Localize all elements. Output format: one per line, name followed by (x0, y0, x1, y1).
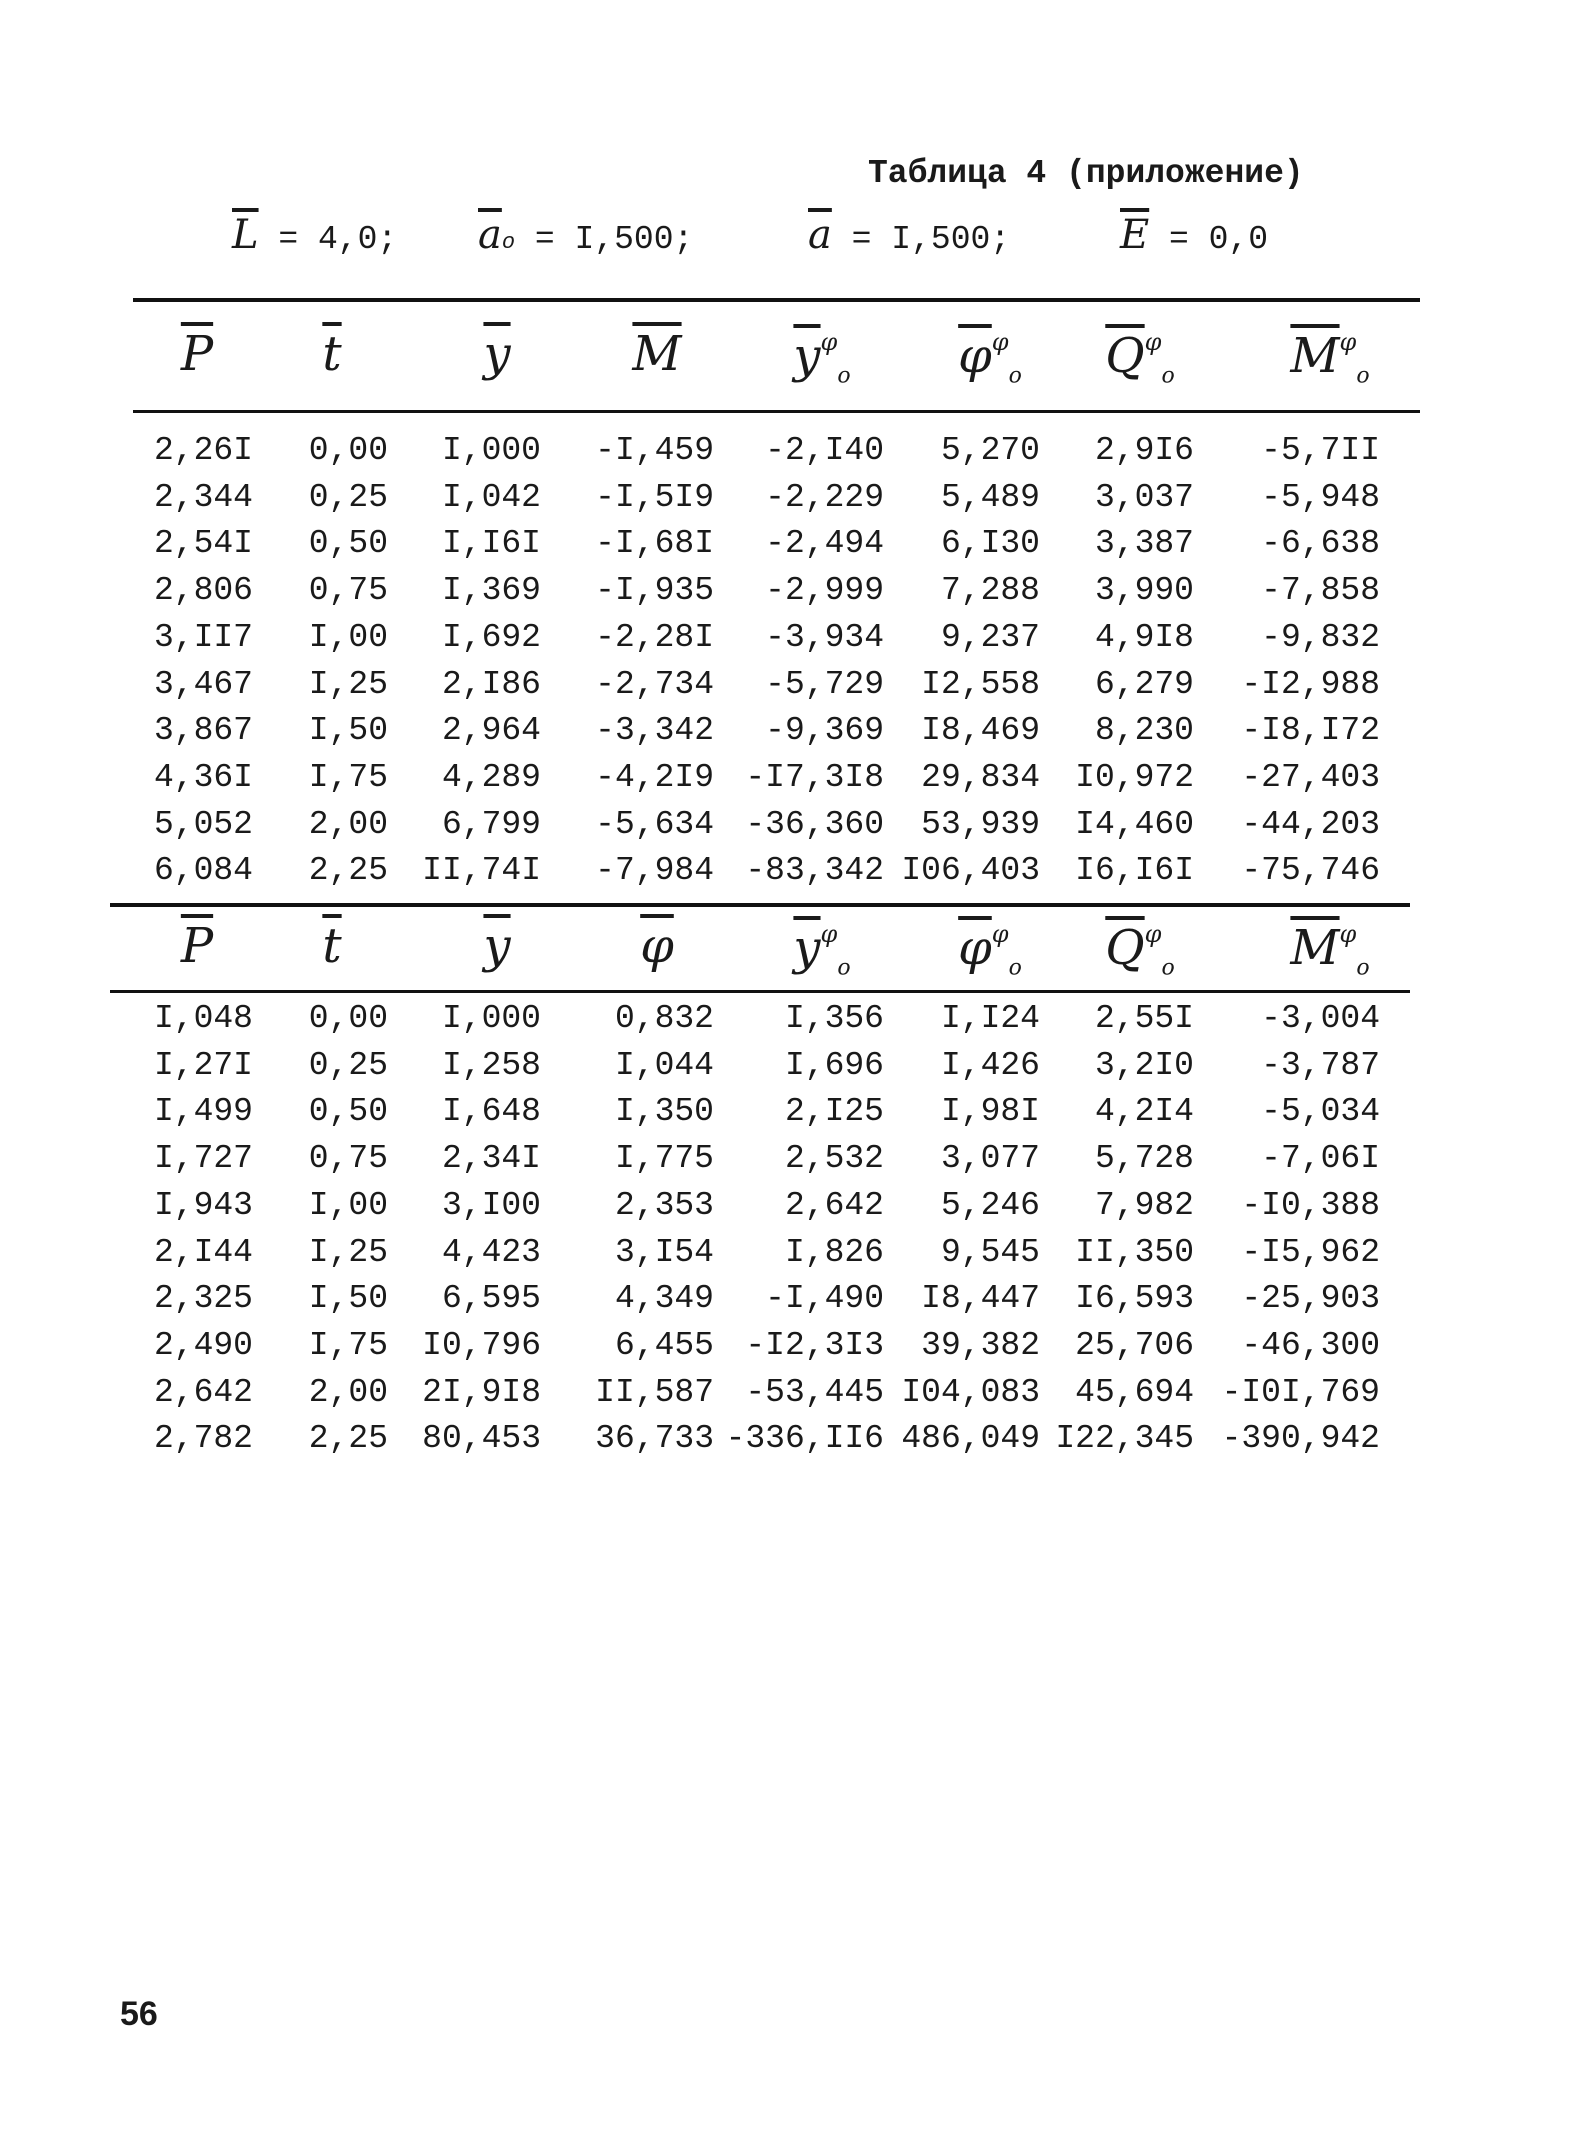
table1-cell-col5: -2,229 (765, 478, 884, 516)
table2-row (0, 1136, 1579, 1182)
table1-row (0, 475, 1579, 521)
table1-cell-t: 0,50 (308, 525, 388, 563)
table1-cell-col6: 6,I30 (940, 525, 1040, 563)
table1-header-y (422, 326, 572, 382)
table1-row (0, 662, 1579, 708)
table1-top-rule (133, 298, 1420, 302)
table2-header-subscript: o (837, 955, 851, 981)
table1-header-col4 (582, 326, 732, 382)
table2-header-superscript: φ (1339, 920, 1357, 948)
table1-cell-y: II,74I (422, 852, 541, 890)
param-e-symbol: $\overline{E}$ (1120, 212, 1150, 258)
table2-cell-t: 0,00 (308, 1000, 388, 1037)
table1-header-symbol: $\overline{M}$ (1290, 328, 1340, 384)
table2-cell-col4: I,044 (614, 1046, 714, 1084)
table1-cell-t: I,25 (308, 665, 388, 703)
table2-cell-col4: 2,353 (614, 1186, 714, 1224)
table2-cell-p: 2,642 (153, 1373, 253, 1411)
table2-cell-y: 2,34I (441, 1140, 541, 1178)
table2-cell-col8: -I5,962 (1241, 1233, 1380, 1271)
table1-header-subscript: o (1008, 363, 1022, 389)
table1-cell-col6: 5,489 (940, 478, 1040, 516)
table2-cell-col7: 45,694 (1075, 1373, 1194, 1411)
table2-cell-p: 2,782 (153, 1420, 253, 1458)
table1-cell-p: 5,052 (153, 805, 253, 843)
table1-cell-col7: 3,387 (1094, 525, 1194, 563)
table2-cell-col8: -I0I,769 (1221, 1373, 1380, 1411)
table1-cell-p: 3,II7 (153, 618, 253, 656)
table1-cell-col5: -2,494 (765, 525, 884, 563)
table2-cell-col5: -53,445 (745, 1373, 884, 1411)
table1-row (0, 802, 1579, 848)
table1-cell-p: 3,467 (153, 665, 253, 703)
table1-cell-col6: 5,270 (940, 432, 1040, 469)
table1-cell-col4: -7,984 (595, 852, 714, 890)
table2-cell-col6: 5,246 (940, 1186, 1040, 1224)
table2-cell-col7: 25,706 (1075, 1326, 1194, 1364)
table1-cell-col7: I4,460 (1075, 805, 1194, 843)
table2-cell-col5: 2,I25 (784, 1093, 884, 1131)
table1-cell-col7: 8,230 (1094, 712, 1194, 750)
table1-cell-col5: -83,342 (745, 852, 884, 890)
table2-cell-col8: -25,903 (1241, 1280, 1380, 1318)
table2-cell-col6: I04,083 (901, 1373, 1040, 1411)
table2-cell-col6: I8,447 (921, 1280, 1040, 1318)
table1-cell-col6: I06,403 (901, 852, 1040, 890)
table2-row (0, 1043, 1579, 1089)
page-number: 56 (120, 1995, 158, 2033)
table2-cell-col8: -390,942 (1221, 1420, 1380, 1458)
table2-row (0, 1370, 1579, 1416)
table2-cell-t: 2,25 (308, 1420, 388, 1458)
table2-header-t (257, 918, 407, 974)
table1-cell-col4: -2,734 (595, 665, 714, 703)
table2-cell-t: I,25 (308, 1233, 388, 1271)
table2-cell-col7: 2,55I (1094, 1000, 1194, 1037)
table1-cell-t: 0,75 (308, 572, 388, 610)
table2-header-col7 (1065, 922, 1215, 980)
param-a0-subscript: o (501, 230, 516, 255)
table2-header-symbol: $\overline{M}$ (1290, 920, 1340, 976)
table1-cell-col8: -75,746 (1241, 852, 1380, 890)
table2-cell-col4: 36,733 (595, 1420, 714, 1458)
table1-cell-y: I,692 (441, 618, 541, 656)
table2-cell-col4: I,775 (614, 1140, 714, 1178)
table2-cell-col8: -5,034 (1261, 1093, 1380, 1131)
table2-cell-col5: -336,II6 (725, 1420, 884, 1458)
table2-cell-y: 4,423 (441, 1233, 541, 1271)
table2-row (0, 1183, 1579, 1229)
table2-header-subscript: o (1356, 955, 1370, 981)
table2-header-y (422, 918, 572, 974)
table1-header-symbol: $\overline{y}$ (483, 326, 511, 382)
table1-row (0, 615, 1579, 661)
table2-cell-t: I,00 (308, 1186, 388, 1224)
table2-cell-p: 2,325 (153, 1280, 253, 1318)
table1-cell-col8: -5,7II (1261, 432, 1380, 469)
table2-row (0, 1323, 1579, 1369)
table2-cell-col7: I22,345 (1055, 1420, 1194, 1458)
table2-cell-t: I,75 (308, 1326, 388, 1364)
param-a0-symbol: $\overline{a}$ (478, 212, 502, 258)
table1-header-p (122, 326, 272, 382)
table2-cell-p: 2,490 (153, 1326, 253, 1364)
table2-cell-col8: -3,004 (1261, 1000, 1380, 1037)
table2-cell-col5: 2,642 (784, 1186, 884, 1224)
table1-cell-col6: 29,834 (921, 758, 1040, 796)
table1-header-superscript: φ (820, 328, 838, 356)
table2-header-symbol: $\overline{\varphi}$ (640, 918, 674, 974)
table1-cell-t: 0,25 (308, 478, 388, 516)
table2-cell-t: 0,75 (308, 1140, 388, 1178)
table1-cell-t: 0,00 (308, 432, 388, 469)
table1-cell-col8: -I8,I72 (1241, 712, 1380, 750)
table2-cell-col4: 4,349 (614, 1280, 714, 1318)
table2-cell-y: I0,796 (422, 1326, 541, 1364)
table1-header-col8 (1255, 330, 1405, 388)
table1-header-superscript: φ (991, 328, 1009, 356)
param-l-value: = 4,0; (278, 221, 398, 258)
table2-cell-y: 2I,9I8 (422, 1373, 541, 1411)
table1-cell-col7: 6,279 (1094, 665, 1194, 703)
table1-cell-col7: 2,9I6 (1094, 432, 1194, 469)
table1-row (0, 708, 1579, 754)
table1-cell-col8: -I2,988 (1241, 665, 1380, 703)
table2-cell-p: I,727 (153, 1140, 253, 1178)
table1-cell-col4: -4,2I9 (595, 758, 714, 796)
table1-cell-y: I,042 (441, 478, 541, 516)
table1-cell-t: I,00 (308, 618, 388, 656)
param-a0-value: = I,500; (534, 221, 694, 258)
table2-header-symbol: $\overline{Q}$ (1105, 920, 1145, 976)
table2-header-subscript: o (1008, 955, 1022, 981)
table2-cell-t: 0,25 (308, 1046, 388, 1084)
parameter-line (0, 212, 1579, 272)
table2-cell-col7: 3,2I0 (1094, 1046, 1194, 1084)
table2-cell-col6: 486,049 (901, 1420, 1040, 1458)
table2-cell-t: I,50 (308, 1280, 388, 1318)
table1-cell-col7: 3,990 (1094, 572, 1194, 610)
table2-cell-col6: I,98I (940, 1093, 1040, 1131)
table2-cell-col7: I6,593 (1075, 1280, 1194, 1318)
table-caption: Таблица 4 (приложение) (868, 155, 1304, 192)
table2-cell-t: 0,50 (308, 1093, 388, 1131)
table1-header-subscript: o (837, 363, 851, 389)
table2-cell-p: 2,I44 (153, 1233, 253, 1271)
table2-cell-col4: II,587 (595, 1373, 714, 1411)
table2-cell-col8: -46,300 (1241, 1326, 1380, 1364)
table2-cell-y: I,258 (441, 1046, 541, 1084)
table2-header-symbol: $\overline{t}$ (322, 918, 342, 974)
table1-cell-col8: -27,403 (1241, 758, 1380, 796)
table2-row (0, 1230, 1579, 1276)
table1-cell-col6: I8,469 (921, 712, 1040, 750)
table2-cell-y: I,648 (441, 1093, 541, 1131)
table1-cell-p: 2,26I (153, 432, 253, 469)
table2-cell-col4: 3,I54 (614, 1233, 714, 1271)
table1-header-symbol: $\overline{M}$ (632, 326, 682, 382)
table1-header-symbol: $\overline{P}$ (180, 326, 214, 382)
table1-cell-col5: -5,729 (765, 665, 884, 703)
table1-cell-p: 2,54I (153, 525, 253, 563)
table1-cell-y: 6,799 (441, 805, 541, 843)
table2-cell-col5: -I,490 (765, 1280, 884, 1318)
table2-row (0, 1276, 1579, 1322)
param-a-symbol: $\overline{a}$ (808, 212, 832, 258)
table2-cell-col5: I,356 (784, 1000, 884, 1037)
table1-cell-col7: 4,9I8 (1094, 618, 1194, 656)
table2-row (0, 996, 1579, 1042)
table2-cell-p: I,943 (153, 1186, 253, 1224)
table2-cell-col6: 9,545 (940, 1233, 1040, 1271)
table1-row (0, 755, 1579, 801)
table1-row (0, 848, 1579, 894)
table1-cell-col7: I0,972 (1075, 758, 1194, 796)
table2-cell-col8: -I0,388 (1241, 1186, 1380, 1224)
table2-header-superscript: φ (820, 920, 838, 948)
table1-cell-col6: 7,288 (940, 572, 1040, 610)
table1-header-col7 (1065, 330, 1215, 388)
table1-cell-col6: 53,939 (921, 805, 1040, 843)
table1-cell-col7: I6,I6I (1075, 852, 1194, 890)
table1-cell-col8: -9,832 (1261, 618, 1380, 656)
table1-header-superscript: φ (1144, 328, 1162, 356)
table2-cell-col4: I,350 (614, 1093, 714, 1131)
table2-cell-col6: 3,077 (940, 1140, 1040, 1178)
table1-header-subscript: o (1356, 363, 1370, 389)
table2-cell-y: 6,595 (441, 1280, 541, 1318)
param-e-value: = 0,0 (1169, 221, 1269, 258)
param-e (1120, 212, 1268, 258)
table2-cell-col6: 39,382 (921, 1326, 1040, 1364)
table2-header-rule (110, 990, 1410, 993)
table2-header-col6 (915, 922, 1065, 980)
table2-cell-col4: 0,832 (614, 1000, 714, 1037)
table1-cell-col5: -36,360 (745, 805, 884, 843)
table2-cell-col6: I,I24 (940, 1000, 1040, 1037)
table2-cell-col4: 6,455 (614, 1326, 714, 1364)
table1-cell-col8: -5,948 (1261, 478, 1380, 516)
table2-cell-col7: II,350 (1075, 1233, 1194, 1271)
table1-header-col5 (747, 330, 897, 388)
table1-cell-col5: -I7,3I8 (745, 758, 884, 796)
table1-cell-col4: -I,459 (595, 432, 714, 469)
table1-cell-p: 4,36I (153, 758, 253, 796)
table1-cell-p: 2,344 (153, 478, 253, 516)
table1-cell-col8: -44,203 (1241, 805, 1380, 843)
table1-cell-col4: -I,935 (595, 572, 714, 610)
table1-cell-p: 2,806 (153, 572, 253, 610)
table1-cell-t: I,75 (308, 758, 388, 796)
table2-cell-t: 2,00 (308, 1373, 388, 1411)
param-l (232, 212, 397, 258)
table1-cell-col4: -5,634 (595, 805, 714, 843)
table2-header-col5 (747, 922, 897, 980)
table2-cell-col7: 7,982 (1094, 1186, 1194, 1224)
table2-cell-y: 3,I00 (441, 1186, 541, 1224)
table1-cell-t: 2,00 (308, 805, 388, 843)
table1-cell-y: 4,289 (441, 758, 541, 796)
table1-cell-y: I,000 (441, 432, 541, 469)
table1-cell-col4: -3,342 (595, 712, 714, 750)
table2-cell-col8: -7,06I (1261, 1140, 1380, 1178)
table2-cell-col7: 5,728 (1094, 1140, 1194, 1178)
table1-header-subscript: o (1161, 363, 1175, 389)
table1-cell-t: I,50 (308, 712, 388, 750)
table1-header-rule (133, 410, 1420, 413)
table2-cell-y: I,000 (441, 1000, 541, 1037)
table1-cell-p: 6,084 (153, 852, 253, 890)
table1-row (0, 521, 1579, 567)
table1-cell-y: I,369 (441, 572, 541, 610)
table2-cell-col8: -3,787 (1261, 1046, 1380, 1084)
table2-cell-col5: I,826 (784, 1233, 884, 1271)
table1-header-row (0, 326, 1579, 430)
table2-cell-p: I,499 (153, 1093, 253, 1131)
param-a-value: = I,500; (851, 221, 1011, 258)
table2-row (0, 1416, 1579, 1462)
table2-header-symbol: $\overline{P}$ (180, 918, 214, 974)
table1-row (0, 428, 1579, 474)
table1-cell-col4: -I,68I (595, 525, 714, 563)
param-l-symbol: $\overline{L}$ (232, 212, 259, 258)
table1-cell-col5: -2,999 (765, 572, 884, 610)
table1-header-symbol: $\overline{\varphi}$ (958, 328, 992, 384)
table1-cell-col5: -3,934 (765, 618, 884, 656)
table2-header-superscript: φ (1144, 920, 1162, 948)
table1-header-col6 (915, 330, 1065, 388)
table2-header-col8 (1255, 922, 1405, 980)
table1-cell-col4: -I,5I9 (595, 478, 714, 516)
table2-cell-y: 80,453 (422, 1420, 541, 1458)
table2-cell-col7: 4,2I4 (1094, 1093, 1194, 1131)
table1-header-symbol: $\overline{y}$ (793, 328, 821, 384)
table-separator-rule (110, 903, 1410, 907)
table1-cell-col7: 3,037 (1094, 478, 1194, 516)
table1-cell-col8: -6,638 (1261, 525, 1380, 563)
table1-cell-t: 2,25 (308, 852, 388, 890)
table2-header-col4 (582, 918, 732, 974)
param-a0 (478, 212, 693, 258)
table1-cell-p: 3,867 (153, 712, 253, 750)
table2-cell-col6: I,426 (940, 1046, 1040, 1084)
table1-header-superscript: φ (1339, 328, 1357, 356)
table2-header-superscript: φ (991, 920, 1009, 948)
table1-cell-col4: -2,28I (595, 618, 714, 656)
table1-header-symbol: $\overline{t}$ (322, 326, 342, 382)
table2-row (0, 1089, 1579, 1135)
table1-cell-col5: -9,369 (765, 712, 884, 750)
table1-cell-y: 2,I86 (441, 665, 541, 703)
table1-header-symbol: $\overline{Q}$ (1105, 328, 1145, 384)
table2-header-symbol: $\overline{\varphi}$ (958, 920, 992, 976)
table1-cell-col6: I2,558 (921, 665, 1040, 703)
table2-header-p (122, 918, 272, 974)
table2-header-symbol: $\overline{y}$ (483, 918, 511, 974)
table2-cell-col5: I,696 (784, 1046, 884, 1084)
table2-cell-p: I,27I (153, 1046, 253, 1084)
table1-cell-col5: -2,I40 (765, 432, 884, 469)
table2-cell-p: I,048 (153, 1000, 253, 1037)
table1-cell-y: 2,964 (441, 712, 541, 750)
table1-cell-col8: -7,858 (1261, 572, 1380, 610)
param-a (808, 212, 1010, 258)
table2-cell-col5: -I2,3I3 (745, 1326, 884, 1364)
table2-header-subscript: o (1161, 955, 1175, 981)
table2-header-symbol: $\overline{y}$ (793, 920, 821, 976)
table1-cell-y: I,I6I (441, 525, 541, 563)
table1-cell-col6: 9,237 (940, 618, 1040, 656)
table2-cell-col5: 2,532 (784, 1140, 884, 1178)
table1-row (0, 568, 1579, 614)
table1-header-t (257, 326, 407, 382)
